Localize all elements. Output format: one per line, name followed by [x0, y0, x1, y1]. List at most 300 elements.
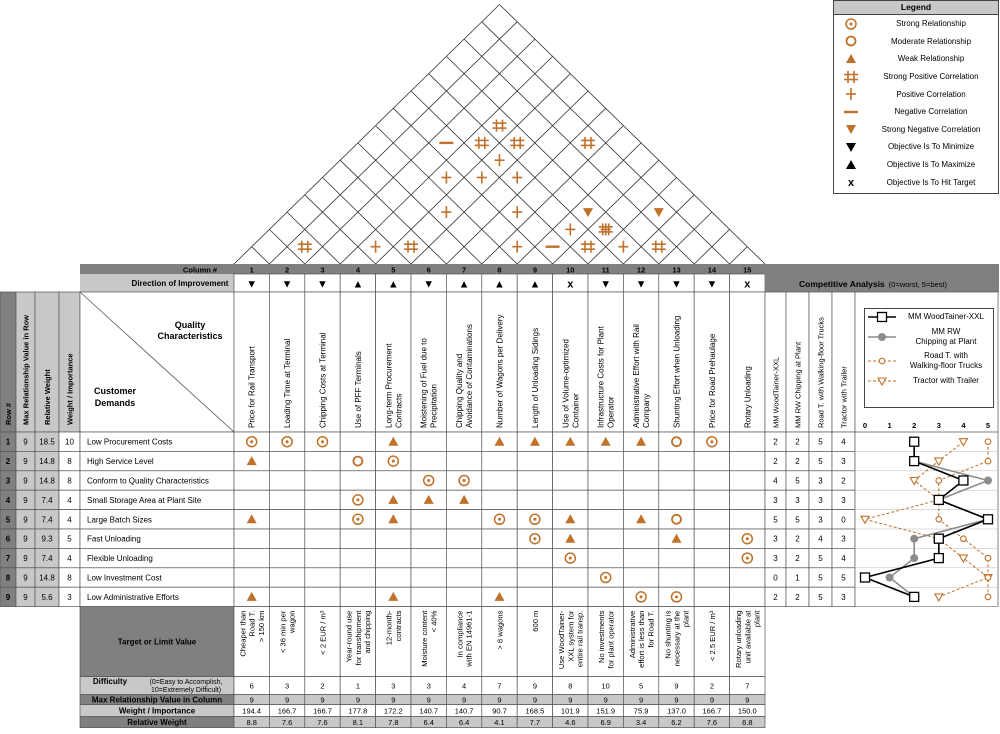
relationship-cell [340, 568, 375, 587]
relationship-cell [694, 548, 729, 567]
quality-characteristic-name: Contracts [394, 393, 404, 428]
competitor-score: 5 [773, 515, 778, 525]
relationship-cell [623, 490, 658, 509]
relationship-cell [411, 529, 446, 548]
roof-gridline [464, 39, 694, 264]
rel_weight-row-label: Relative Weight [127, 718, 187, 728]
competitor-point [910, 457, 919, 466]
row-header-label: Weight / Importance [65, 353, 75, 425]
legend-label: Objective Is To Maximize [886, 160, 976, 170]
relationship-cell [588, 451, 623, 470]
relationship-cell [659, 568, 694, 587]
relationship-cell [269, 471, 304, 490]
max_rel-value: 9 [391, 695, 396, 705]
target-value: Year-round use [344, 610, 354, 663]
relationship-cell [234, 529, 269, 548]
target-value: > 150 km [256, 610, 266, 643]
competitive-legend-line: Road T. with [924, 351, 968, 360]
competitor-score: 2 [795, 457, 800, 467]
row-weight: 4 [67, 515, 72, 525]
difficulty-value: 3 [285, 681, 290, 691]
row-number: 1 [5, 437, 11, 447]
column-number: 12 [636, 265, 646, 275]
relationship-cell [376, 471, 411, 490]
correlation-strong-positive [475, 137, 489, 149]
maximize-icon [834, 157, 868, 173]
rel_weight-value: 3.4 [635, 718, 647, 728]
competitor-name: MM WoodTainer-XXL [771, 356, 781, 428]
relationship-cell [234, 471, 269, 490]
relationship-cell [623, 451, 658, 470]
row-number: 6 [5, 534, 11, 544]
row-weight: 8 [67, 476, 72, 486]
difficulty-note: (0=Easy to Accomplish, [149, 679, 223, 687]
quality-characteristic-name: Price for Rail Transport [247, 346, 257, 428]
correlation-positive [477, 172, 487, 184]
competitive-analysis-title [799, 279, 948, 289]
legend-label: Strong Relationship [896, 19, 966, 29]
relationship-cell [517, 587, 552, 606]
max_rel-value: 9 [249, 695, 254, 705]
relationship-cell [269, 510, 304, 529]
relationship-cell [588, 548, 623, 567]
competitor-score: 0 [773, 573, 778, 583]
competitor-name: MM RW Chipping at Plant [793, 341, 803, 428]
correlation-positive [565, 223, 575, 235]
competitor-score: 2 [795, 554, 800, 564]
weight-value: 101.9 [560, 706, 580, 716]
competitor-name: Tractor with Trailer [839, 366, 849, 428]
relationship-cell [305, 451, 340, 470]
difficulty-note: 10=Extremely Difficult) [150, 687, 222, 695]
relationship-cell [517, 451, 552, 470]
relationship-cell [694, 510, 729, 529]
legend-label: Moderate Relationship [890, 36, 972, 46]
competitor-point [959, 476, 968, 485]
relationship-cell [269, 490, 304, 509]
competitive-legend-label [899, 351, 993, 371]
row-number: 4 [5, 495, 11, 505]
competitor-score: 4 [841, 554, 846, 564]
relationship-cell [730, 451, 765, 470]
target-value: Cheaper than [238, 610, 248, 657]
row-number: 7 [5, 554, 11, 564]
quality-characteristic-name: Chipping Quality and [455, 353, 465, 428]
target-value: and chipping [363, 610, 373, 654]
relationship-cell [694, 529, 729, 548]
column-number: 7 [462, 265, 467, 275]
row-max-rel: 9 [23, 495, 28, 505]
relationship-cell [305, 548, 340, 567]
target-value: for transhipment [353, 610, 363, 666]
row-weight: 5 [67, 534, 72, 544]
competitor-score: 3 [773, 534, 778, 544]
customer-demand: Conform to Quality Characteristics [87, 476, 209, 486]
direction-label: Direction of Improvement [131, 279, 229, 288]
row-header-label: Row # [4, 402, 13, 425]
quality-characteristic-name: Container [571, 393, 581, 428]
competitor-score: 2 [773, 592, 778, 602]
legend-item [834, 103, 998, 121]
quality-characteristic-name: Infrastructure Costs for Plant [596, 326, 606, 428]
relationship-cell [411, 451, 446, 470]
difficulty-label: Difficulty [92, 677, 128, 687]
column-number: 9 [532, 265, 537, 275]
customer-demands-label: Demands [94, 398, 136, 408]
correlation-strong-positive [493, 120, 507, 132]
column-number: 6 [426, 265, 431, 275]
roof-gridline [323, 178, 412, 265]
quality-characteristic-name: Use of PFF Terminals [353, 351, 363, 428]
customer-demand: Small Storage Area at Plant Site [87, 495, 202, 505]
column-number: 13 [672, 265, 681, 275]
max_rel-value: 9 [674, 695, 679, 705]
competitor-score: 5 [841, 573, 846, 583]
competitor-point [985, 458, 991, 464]
roof-gridline [429, 74, 624, 264]
row-relative-weight: 9.3 [41, 534, 53, 544]
weight-value: 151.9 [596, 706, 616, 716]
max_rel-value: 9 [639, 695, 644, 705]
relationship-cell [446, 568, 481, 587]
weight-value: 166.7 [277, 706, 297, 716]
relationship-cell [340, 471, 375, 490]
quality-characteristic-name: Administrative Effort with Rail [632, 324, 642, 428]
relationship-cell [588, 471, 623, 490]
row-relative-weight: 14.8 [39, 457, 55, 467]
legend-box [833, 0, 999, 194]
weight-value: 194.4 [242, 706, 262, 716]
competitor-score: 3 [841, 592, 846, 602]
competitor-score: 3 [818, 515, 823, 525]
quality-characteristic-name: Moistening of Fuel due to [419, 338, 429, 428]
direction-min-icon: ▼ [246, 278, 258, 291]
negative-correlation-icon [834, 104, 868, 120]
target-value: XXL system for [566, 610, 576, 662]
quality-characteristic-header [411, 292, 446, 432]
legend-item [834, 15, 998, 33]
competitor-point [984, 515, 993, 524]
relationship-cell [623, 548, 658, 567]
max_rel-value: 9 [497, 695, 502, 705]
difficulty-value: 9 [674, 681, 679, 691]
roof-gridline [659, 212, 712, 264]
quality-characteristic-header [376, 292, 411, 432]
relationship-cell [517, 568, 552, 587]
competitor-score: 0 [841, 515, 846, 525]
relationship-cell [482, 568, 517, 587]
competitive-legend-label [899, 327, 993, 347]
target-value: Use WoodTainer- [557, 610, 567, 670]
quality-characteristic-name: Precipitation [429, 383, 439, 428]
relationship-cell [588, 587, 623, 606]
roof-gridline [393, 108, 552, 264]
relationship-cell [446, 510, 481, 529]
correlation-positive [618, 241, 628, 253]
relationship-cell [588, 510, 623, 529]
direction-min-icon: ▼ [671, 278, 682, 291]
relationship-cell [446, 432, 481, 451]
roof-gridline [517, 143, 641, 264]
competitive-axis-tick: 5 [985, 421, 991, 430]
row-number: 8 [5, 573, 11, 583]
legend-item [834, 138, 998, 156]
legend-item [834, 156, 998, 174]
positive-correlation-icon [834, 86, 868, 102]
legend-item [834, 173, 998, 191]
competitor-point [878, 313, 887, 322]
roof-gridline [730, 247, 748, 264]
correlation-positive [512, 172, 522, 184]
competitor-name: Road T. with Walking-floor Trucks [816, 317, 826, 428]
relationship-cell [411, 568, 446, 587]
row-max-rel: 9 [23, 534, 28, 544]
target-value: < 36 min per [278, 610, 288, 654]
row-max-rel: 9 [23, 476, 28, 486]
relationship-cell [269, 548, 304, 567]
relationship-cell [517, 490, 552, 509]
competitor-score: 2 [841, 476, 846, 486]
competitor-score: 2 [795, 592, 800, 602]
target-value: with EN 14961-1 [464, 610, 474, 667]
relationship-cell [340, 587, 375, 606]
relationship-cell [730, 490, 765, 509]
row-relative-weight: 14.8 [39, 573, 55, 583]
row-max-rel: 9 [23, 554, 28, 564]
competitor-score: 5 [795, 515, 800, 525]
relationship-cell [623, 471, 658, 490]
row-number: 9 [5, 592, 11, 602]
weight-value: 150.0 [737, 706, 757, 716]
target-value: 600 m [530, 610, 540, 632]
legend-label: Objective Is To Hit Target [886, 177, 976, 187]
direction-min-icon: ▼ [635, 278, 647, 291]
relationship-cell [411, 548, 446, 567]
competitor-point [879, 358, 885, 364]
column-number: 15 [743, 265, 752, 275]
customer-demand: Low Procurement Costs [87, 437, 173, 447]
target-value: < 2.5 EUR / m³ [707, 610, 717, 662]
column-number: 11 [601, 265, 610, 275]
difficulty-value: 5 [639, 681, 644, 691]
relationship-cell [730, 587, 765, 606]
rel_weight-value: 4.1 [494, 718, 505, 728]
relationship-cell [305, 471, 340, 490]
difficulty-value: 6 [249, 681, 254, 691]
rel_weight-value: 7.8 [388, 718, 399, 728]
competitor-marker-icon [865, 331, 899, 343]
competitor-point [910, 592, 919, 601]
relationship-cell [659, 490, 694, 509]
target-value: > 8 wagons [495, 610, 505, 650]
max_rel-row-label: Max Relationship Value in Column [91, 695, 223, 705]
row-weight: 8 [67, 457, 72, 467]
competitor-point [985, 555, 991, 561]
rel_weight-value: 6.9 [600, 718, 611, 728]
target-value: effort is less than [637, 610, 647, 668]
relationship-cell [340, 432, 375, 451]
relationship-cell [694, 587, 729, 606]
relationship-cell [269, 587, 304, 606]
roof-gridline [234, 5, 500, 265]
target-value: < 40% [429, 610, 439, 633]
max_rel-value: 9 [462, 695, 467, 705]
competitive-axis-tick: 4 [961, 421, 966, 430]
target-value: Administrative [627, 610, 637, 659]
relationship-cell [659, 548, 694, 567]
rel_weight-value: 7.6 [317, 718, 328, 728]
quality-characteristic-name: Long-term Procurement [384, 343, 394, 428]
customer-demand: Flexible Unloading [87, 554, 153, 564]
quality-characteristic-name: Loading Time at Terminal [283, 338, 293, 428]
max_rel-value: 9 [745, 695, 750, 705]
max_rel-value: 9 [355, 695, 360, 705]
direction-min-icon: ▼ [317, 278, 328, 291]
customer-demand: Low Investment Cost [87, 573, 162, 583]
competitor-point [878, 333, 886, 341]
relationship-cell [659, 451, 694, 470]
relationship-cell [376, 568, 411, 587]
relationship-cell [376, 529, 411, 548]
correlation-strong-positive [652, 241, 666, 253]
rel_weight-value: 7.7 [529, 718, 541, 728]
difficulty-value: 3 [391, 681, 396, 691]
row-max-rel: 9 [23, 573, 28, 583]
relationship-cell [553, 490, 588, 509]
correlation-positive [441, 206, 451, 218]
competitor-score: 4 [841, 437, 846, 447]
row-max-rel: 9 [23, 457, 28, 467]
target-value: < 2 EUR / m³ [318, 610, 328, 655]
competitive-analysis-note: (0=worst, 5=best) [888, 280, 948, 289]
competitor-score: 3 [841, 495, 846, 505]
row-number: 3 [5, 476, 11, 486]
column-number: 8 [497, 265, 502, 275]
competitor-score: 5 [818, 592, 823, 602]
legend-label: Strong Positive Correlation [883, 72, 979, 82]
direction-min-icon: ▼ [706, 278, 718, 291]
row-relative-weight: 18.5 [39, 437, 55, 447]
quality-characteristic-name: Company [642, 393, 652, 428]
competitor-marker-icon [865, 311, 899, 323]
quality-characteristic-name: Avoidance of Contaminations [465, 324, 475, 428]
competitive-legend-item [865, 325, 993, 349]
target-value: wagon [287, 610, 297, 633]
roof-gridline [588, 178, 677, 265]
competitor-point [961, 536, 967, 542]
competitor-point [861, 573, 870, 582]
competitor-point [934, 495, 943, 504]
competitor-point [910, 535, 918, 543]
correlation-strong-positive [581, 137, 595, 149]
competitor-score: 4 [818, 534, 823, 544]
relationship-cell [482, 490, 517, 509]
correlation-positive [512, 206, 522, 218]
difficulty-value: 8 [568, 681, 573, 691]
correlation-strong-negative [583, 208, 593, 217]
relationship-cell [553, 471, 588, 490]
legend-item [834, 121, 998, 139]
direction-max-icon: ▲ [352, 278, 364, 291]
rel_weight-value: 6.2 [671, 718, 682, 728]
row-relative-weight: 7.4 [41, 554, 53, 564]
competitive-legend-line: Tractor with Trailer [913, 376, 979, 385]
competitor-score: 3 [841, 457, 846, 467]
row-weight: 4 [67, 495, 72, 505]
quality-characteristic-name: Number of Wagons per Delivery [495, 314, 505, 428]
relationship-cell [340, 451, 375, 470]
quality-characteristics-label: Quality [174, 320, 206, 330]
customer-demand: Low Administrative Efforts [87, 592, 179, 602]
correlation-positive [495, 154, 505, 166]
competitor-point [910, 437, 919, 446]
target-value: necessary at the [672, 610, 682, 667]
difficulty-value: 3 [426, 681, 431, 691]
competitor-point [984, 477, 992, 485]
relationship-cell [694, 471, 729, 490]
max_rel-value: 9 [568, 695, 573, 705]
competitor-score: 5 [795, 476, 800, 486]
svg-text:x: x [847, 177, 855, 190]
relationship-cell [730, 568, 765, 587]
target-value: unit available at [743, 610, 753, 664]
competitor-point [934, 554, 943, 563]
quality-characteristic-header [588, 292, 623, 432]
column-number: 4 [355, 265, 360, 275]
weight-value: 140.7 [454, 706, 474, 716]
max_rel-value: 9 [709, 695, 714, 705]
competitor-point [886, 574, 894, 582]
competitor-score: 3 [818, 476, 823, 486]
max_rel-value: 9 [285, 695, 290, 705]
rel_weight-value: 7.6 [706, 718, 718, 728]
competitor-score: 3 [818, 495, 823, 505]
row-max-rel: 9 [23, 437, 28, 447]
rel_weight-value: 8.8 [246, 718, 257, 728]
quality-characteristic-name: Rotary Unloading [743, 366, 753, 428]
target-value: Road T. [247, 610, 257, 637]
quality-characteristic-name: Price for Road Prehaulage [707, 333, 717, 428]
competitive-axis-tick: 0 [862, 421, 868, 430]
target-value: plant [752, 610, 762, 628]
roof-gridline [358, 143, 482, 264]
competitive-legend-label [899, 312, 993, 322]
difficulty-value: 1 [355, 681, 360, 691]
quality-characteristic-name: Use of Volume-optimized [561, 339, 571, 428]
competitive-legend-item [865, 309, 993, 325]
quality-characteristic-header [623, 292, 658, 432]
row-header-label: Max Relationship Value in Row [21, 314, 31, 425]
competitive-legend-line: Walking-floor Trucks [909, 361, 983, 370]
difficulty-value: 9 [532, 681, 537, 691]
direction-max-icon: ▲ [458, 278, 470, 291]
weight-value: 140.7 [419, 706, 439, 716]
rel_weight-value: 7.6 [281, 718, 293, 728]
competitor-score: 1 [795, 573, 800, 583]
row-weight: 10 [65, 437, 74, 447]
competitor-score: 3 [841, 534, 846, 544]
relationship-cell [305, 490, 340, 509]
target-value: Moisture content [420, 610, 430, 667]
weight-value: 172.2 [383, 706, 403, 716]
competitive-legend-item [865, 349, 993, 373]
correlation-positive [371, 241, 381, 253]
row-weight: 4 [67, 554, 72, 564]
quality-characteristic-name: Length of Unloading Sidings [530, 327, 540, 428]
relationship-cell [659, 510, 694, 529]
competitor-score: 5 [818, 437, 823, 447]
relationship-cell [446, 529, 481, 548]
